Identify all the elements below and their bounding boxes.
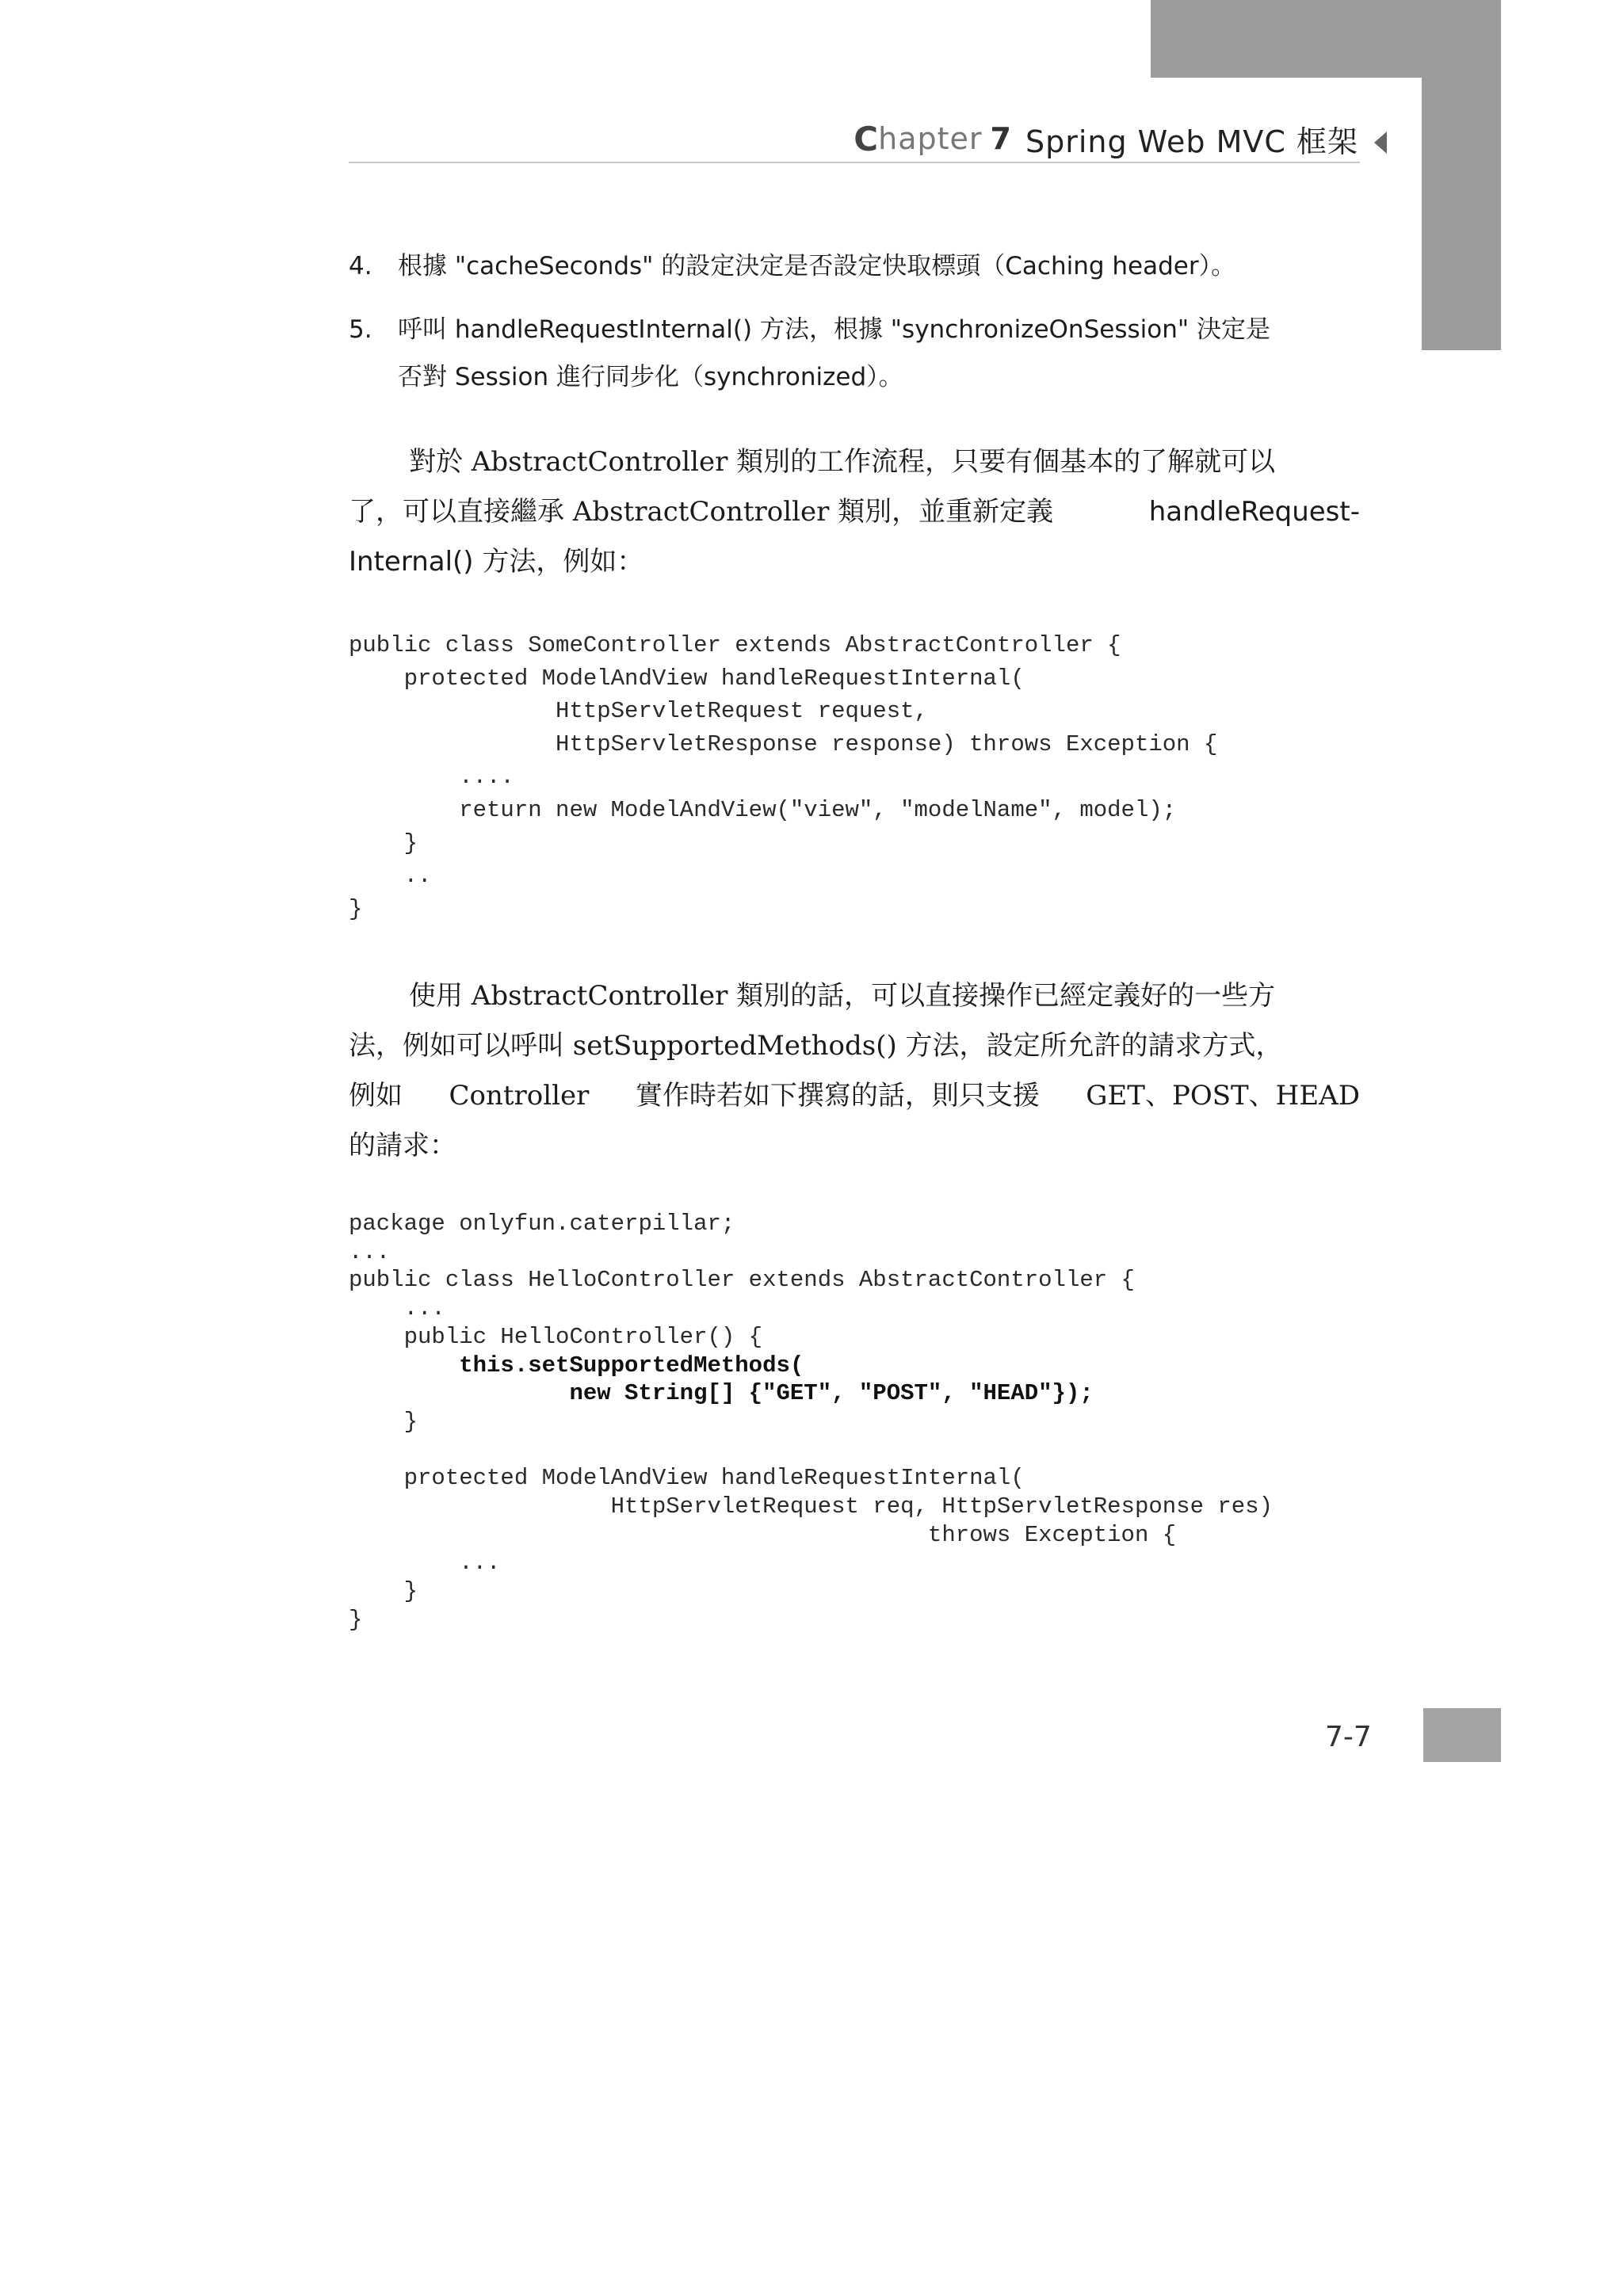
chapter-tab-top [1151,0,1501,78]
code-line: public class HelloController extends AbstractController { [349,1267,1135,1294]
chapter-word: hapter [878,121,983,156]
paragraph-line: 了，可以直接繼承 AbstractController 類別，並重新定義 handleRequest- [349,496,1360,528]
paragraph-line: 例如 Controller 實作時若如下撰寫的話，則只支援 GET、POST、HEAD [349,1080,1360,1112]
code-line: public class SomeController extends AbstractController { [349,632,1121,658]
code-line: protected ModelAndView handleRequestInternal( [349,665,1025,692]
step-5 [349,306,1363,401]
code-line: } [349,895,363,922]
code-line: } [349,1408,418,1435]
code-line: ... [349,1238,391,1265]
step-4 [349,242,1363,290]
code-line: HttpServletRequest request, [349,698,928,725]
code-line-highlight: this.setSupportedMethods( [349,1352,804,1379]
code-line: package onlyfun.caterpillar; [349,1211,735,1237]
chapter-title: Spring Web MVC 框架 [1025,124,1358,159]
paragraph-line: 的請求： [349,1130,456,1161]
running-header [854,115,1358,162]
code-line: .. [349,863,432,890]
page-number: 7-7 [1325,1721,1372,1753]
code-line: } [349,830,418,856]
chapter-number: 7 [990,121,1011,156]
code-line: } [349,1578,418,1605]
paragraph-line: Internal() 方法，例如： [349,546,644,578]
step-number: 4. [349,252,372,280]
code-line: return new ModelAndView("view", "modelName", model); [349,796,1177,823]
header-rule [349,162,1360,163]
code-line: ... [349,1295,445,1322]
code-block-some-controller [349,629,1217,925]
code-line: throws Exception { [349,1521,1177,1548]
paragraph-line: 法，例如可以呼叫 setSupportedMethods() 方法，設定所允許的請求方式， [349,1030,1283,1062]
page-tab-bottom [1423,1708,1501,1762]
triangle-left-icon [1374,132,1387,154]
step-text: 根據 "cacheSeconds" 的設定決定是否設定快取標頭（Caching header）。 [398,252,1236,280]
step-text-line2: 否對 Session 進行同步化（synchronized）。 [398,363,903,391]
paragraph-2 [349,971,1360,1171]
code-block-hello-controller [349,1210,1273,1634]
paragraph-line: 使用 AbstractController 類別的話，可以直接操作已經定義好的一些方 [409,980,1276,1012]
code-line: ... [349,1550,501,1577]
code-line: .... [349,764,514,791]
paragraph-line: 對於 AbstractController 類別的工作流程，只要有個基本的了解就可以 [409,446,1276,478]
step-number: 5. [349,315,372,344]
chapter-initial: C [854,119,879,158]
step-text-line1: 呼叫 handleRequestInternal() 方法，根據 "synchronizeOnSession" 決定是 [398,315,1270,344]
code-line-highlight: new String[] {"GET", "POST", "HEAD"}); [349,1380,1094,1407]
code-line: } [349,1606,363,1633]
code-line: HttpServletResponse response) throws Exception { [349,730,1218,757]
code-line: protected ModelAndView handleRequestInternal( [349,1465,1025,1492]
code-line: HttpServletRequest req, HttpServletResponse res) [349,1493,1273,1520]
chapter-tab-side [1422,78,1501,350]
code-line: public HelloController() { [349,1323,763,1350]
paragraph-1 [349,437,1360,587]
